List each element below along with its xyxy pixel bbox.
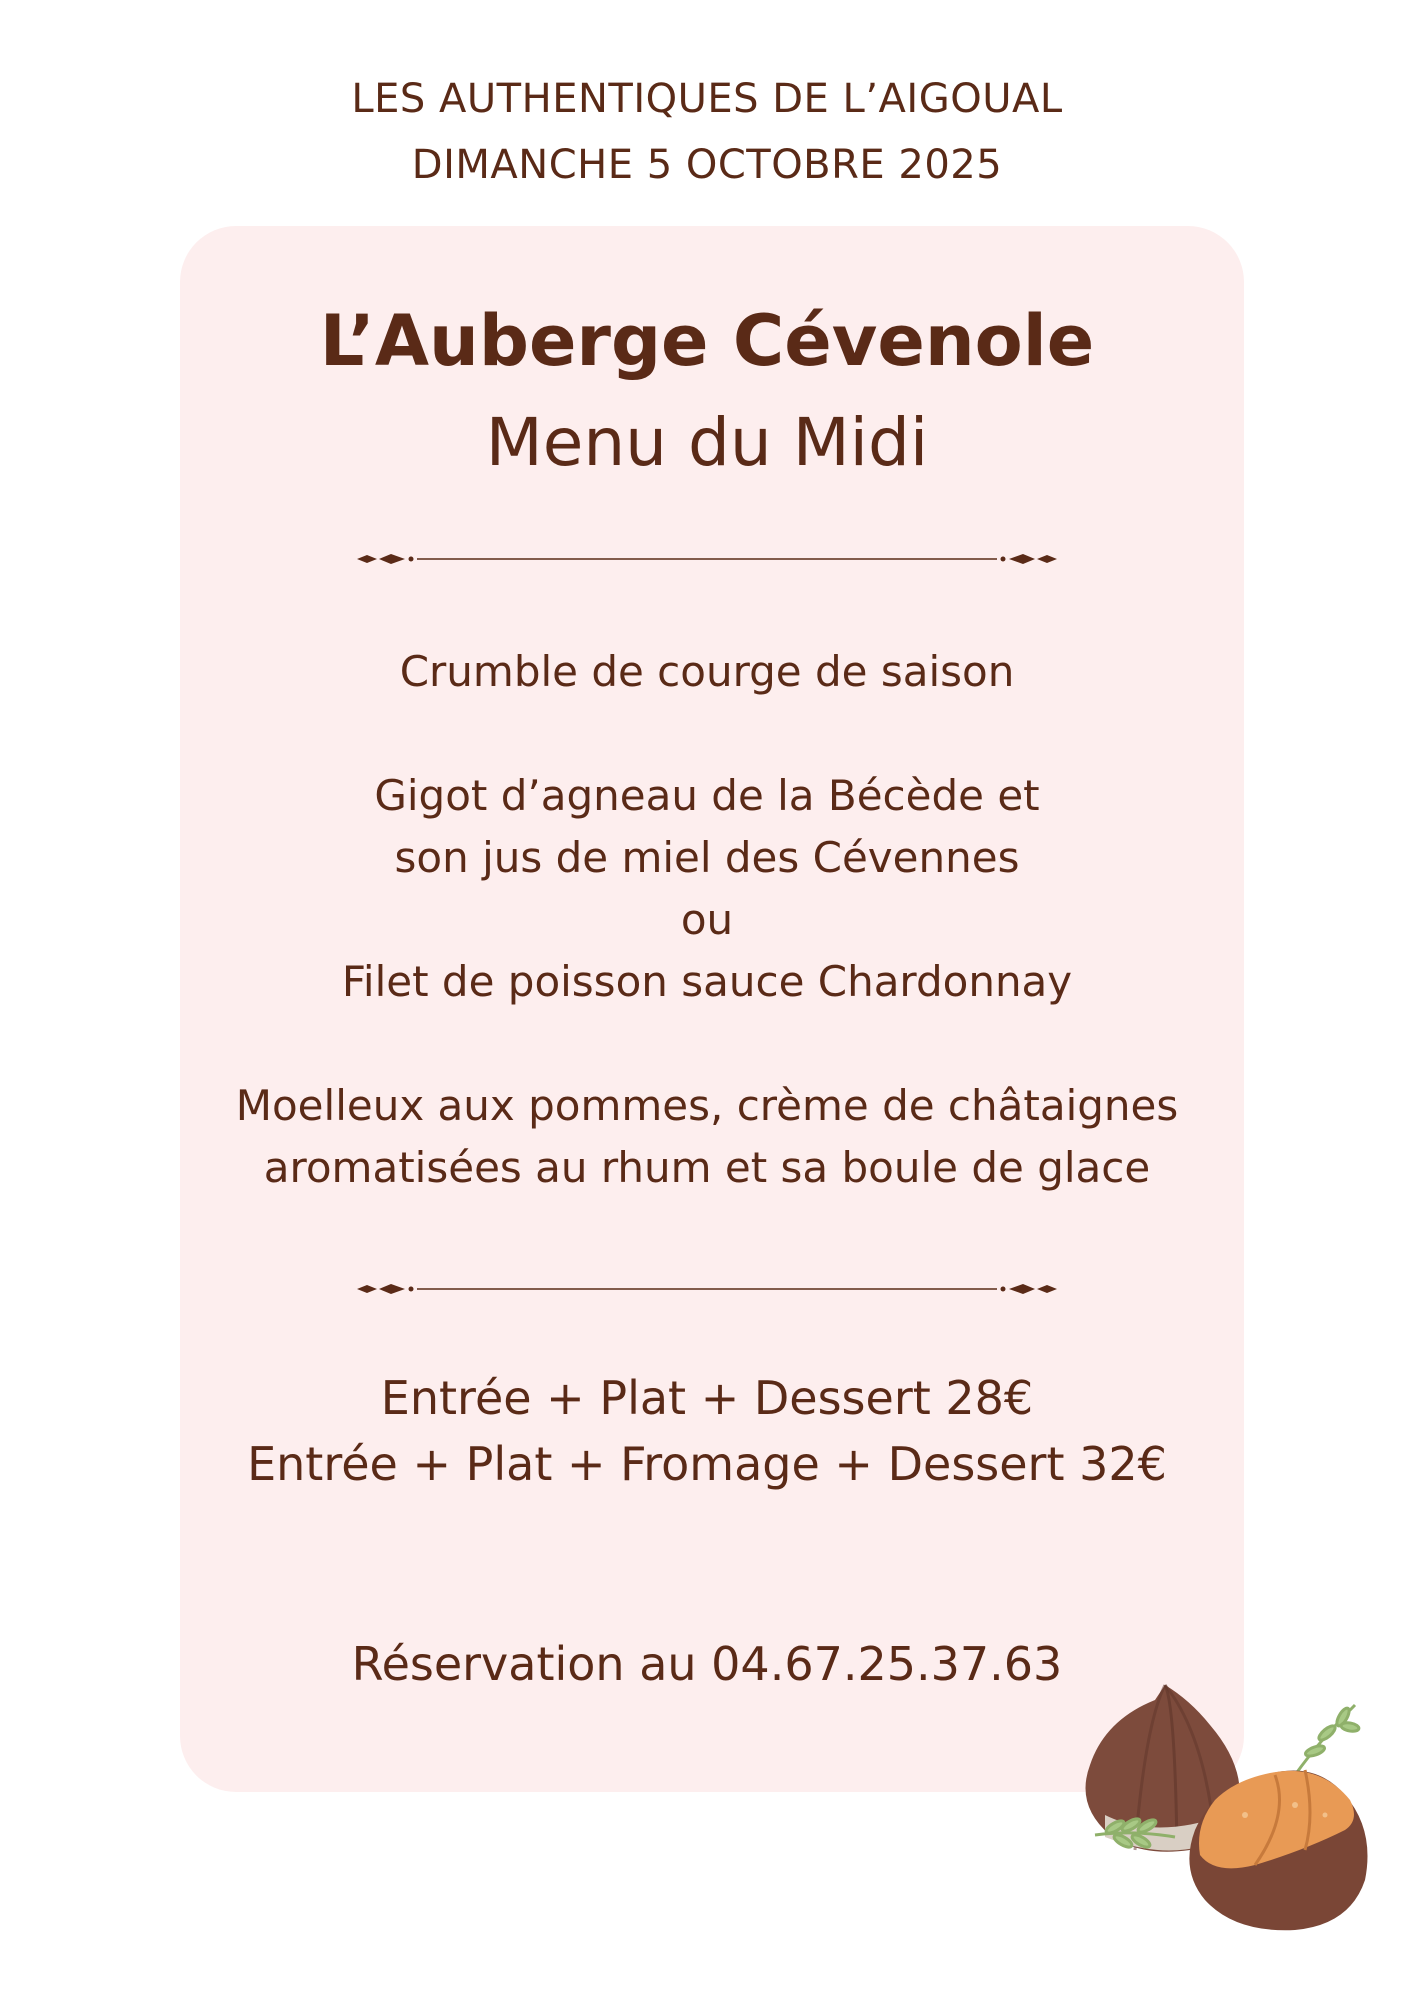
event-name: LES AUTHENTIQUES DE L’AIGOUAL [351,76,1063,122]
price-formula-1: Entrée + Plat + Dessert 28€ [380,1371,1034,1425]
chestnuts-illustration-icon [1065,1665,1395,1965]
event-date: DIMANCHE 5 OCTOBRE 2025 [411,142,1003,188]
ornamental-divider-icon [357,1277,1057,1301]
menu-title: Menu du Midi [485,404,929,481]
price-formula-2: Entrée + Plat + Fromage + Dessert 32€ [247,1437,1167,1491]
main-option-1-line-2: son jus de miel des Cévennes [394,833,1020,882]
entree-item: Crumble de courge de saison [399,647,1015,696]
or-label: ou [680,895,734,944]
dessert-line-1: Moelleux aux pommes, crème de châtaignes [235,1081,1179,1130]
main-option-2: Filet de poisson sauce Chardonnay [341,957,1073,1006]
main-option-1-line-1: Gigot d’agneau de la Bécède et [374,771,1040,820]
restaurant-name: L’Auberge Cévenole [319,300,1095,382]
dessert-line-2: aromatisées au rhum et sa boule de glace [263,1143,1151,1192]
ornamental-divider-icon [357,547,1057,571]
reservation-phone: Réservation au 04.67.25.37.63 [351,1637,1063,1691]
